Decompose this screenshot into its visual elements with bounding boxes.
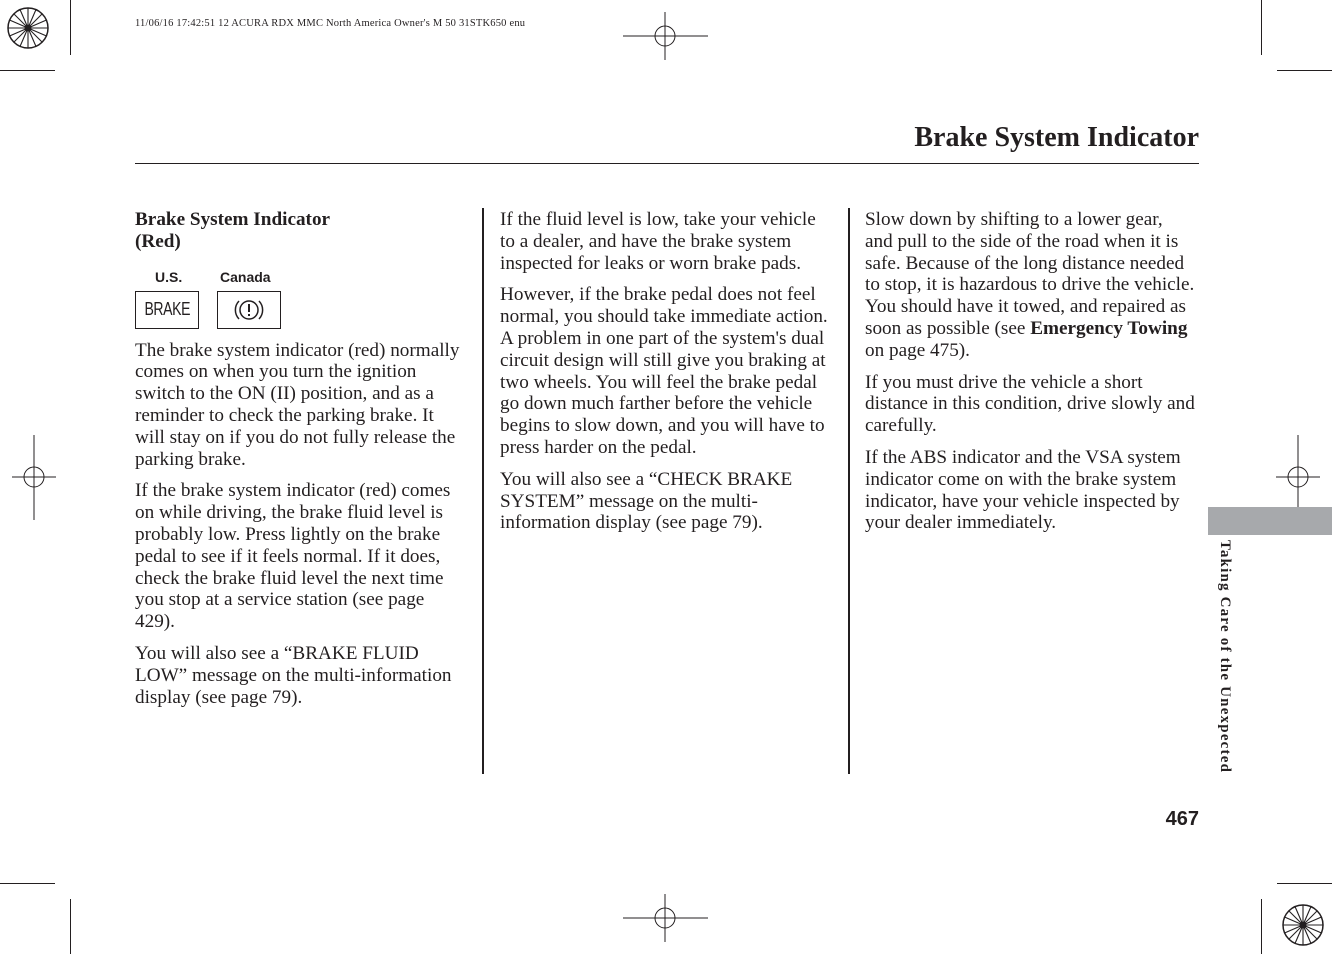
section-tab-marker	[1208, 507, 1332, 535]
column-divider	[482, 208, 484, 774]
region-labels	[135, 267, 465, 285]
column-1	[135, 209, 465, 718]
paragraph: You will also see a “BRAKE FLUID LOW” message on the multi-information display (see page 79).	[135, 642, 452, 708]
paragraph-text: on page 475).	[865, 339, 970, 361]
section-heading	[135, 209, 465, 253]
label-canada: Canada	[220, 268, 271, 285]
section-tab-label: Taking Care of the Unexpected	[1217, 540, 1233, 774]
paragraph: However, if the brake pedal does not feel normal, you should take immediate action. A problem in one part of the system's dual circuit design will still give you braking at two wheels. You will feel the brake pedal go down much farther before the vehicle begins to slow down, and you will have to press harder on the pedal.	[500, 284, 828, 458]
crosshair-registration-icon	[12, 435, 56, 520]
crosshair-registration-icon	[623, 12, 708, 60]
page-number: 467	[1165, 808, 1199, 830]
paragraph: If the fluid level is low, take your vehicle to a dealer, and have the brake system inspected for leaks or worn brake pads.	[500, 209, 816, 274]
paragraph: If the brake system indicator (red) comes on while driving, the brake fluid level is probably low. Press lightly on the brake pedal to see if it feels normal. If it does, check the brake fluid level the next time you stop at a service station (see page 429).	[135, 480, 451, 633]
sunburst-registration-icon	[1283, 905, 1323, 945]
column-2	[500, 209, 830, 544]
brake-text-icon: BRAKE	[144, 298, 190, 319]
sunburst-registration-icon	[8, 8, 48, 48]
us-brake-indicator	[135, 291, 199, 329]
canada-brake-indicator	[217, 291, 281, 329]
paragraph: The brake system indicator (red) normally comes on when you turn the ignition switch to the ON (II) position, and as a reminder to check the parking brake. It will stay on if you do not fully release the parking brake.	[135, 339, 460, 470]
paragraph	[865, 209, 1195, 362]
paragraph-text: Slow down by shifting to a lower gear, and pull to the side of the road when it is safe. Because of the long distance needed to stop, it is hazardous to drive the vehicle. You should have it towed, and repaired as soon as possible (see	[865, 209, 1195, 339]
emergency-towing-reference: Emergency Towing	[1030, 317, 1188, 339]
page-title: Brake System Indicator	[914, 122, 1199, 153]
print-info: 11/06/16 17:42:51 12 ACURA RDX MMC North America Owner's M 50 31STK650 enu	[135, 18, 526, 29]
heading-line-2: (Red)	[135, 230, 181, 252]
brake-warning-icon	[231, 296, 267, 324]
paragraph: If you must drive the vehicle a short distance in this condition, drive slowly and carefully.	[865, 371, 1195, 437]
title-divider	[135, 163, 1199, 164]
heading-line-1: Brake System Indicator	[135, 209, 331, 230]
paragraph: If the ABS indicator and the VSA system indicator come on with the brake system indicator, have your vehicle inspected by your dealer immediately.	[865, 446, 1181, 534]
column-3	[865, 209, 1195, 544]
column-divider	[848, 208, 850, 774]
crosshair-registration-icon	[623, 894, 708, 942]
paragraph: You will also see a “CHECK BRAKE SYSTEM” message on the multi-information display (see page 79).	[500, 468, 793, 534]
indicator-icons	[135, 291, 465, 329]
label-us: U.S.	[155, 268, 183, 285]
